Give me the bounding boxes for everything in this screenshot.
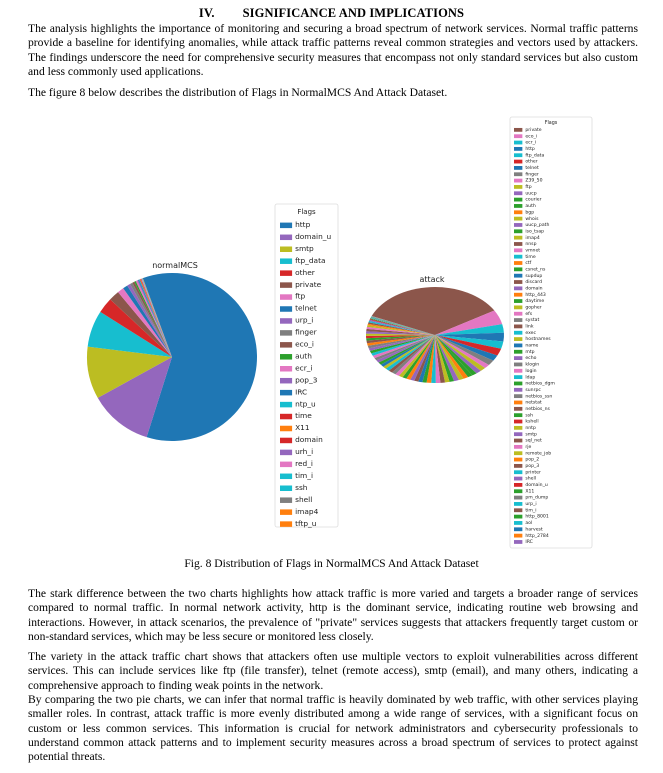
legend-swatch [514, 483, 522, 487]
legend-item-http: http [525, 147, 535, 153]
legend-swatch [514, 179, 522, 183]
section-heading [0, 6, 663, 21]
legend-swatch [514, 204, 522, 208]
legend-swatch [514, 160, 522, 164]
legend-swatch [280, 450, 292, 456]
legend-item-ntp-u: ntp_u [295, 399, 316, 409]
legend-swatch [514, 540, 522, 544]
legend-swatch [514, 356, 522, 360]
legend-swatch [514, 261, 522, 265]
legend-swatch [514, 274, 522, 278]
legend-swatch [280, 282, 292, 288]
legend-swatch [280, 354, 292, 360]
legend-swatch [280, 366, 292, 372]
paragraph-comparison: The stark difference between the two charts highlights how attack traffic is more varied and targets a broader range of services compared to normal traffic. In normal network activity, http is the dominant service, indicating routine web browsing and interactions. However, in attack scenarios, the prevalence of "private" services suggests that attackers frequently target custom or non-standard services, which may be less secure or monitored less closely. [28, 587, 638, 643]
legend-swatch [514, 191, 522, 195]
legend-swatch [514, 236, 522, 240]
legend-swatch [514, 280, 522, 284]
legend-item-ecr-i: ecr_i [525, 140, 537, 146]
legend-item-smtp: smtp [525, 432, 537, 438]
legend-item-sql-net: sql_net [525, 438, 542, 444]
legend-swatch [514, 210, 522, 214]
legend-item-supdup: supdup [525, 273, 543, 279]
legend-swatch [514, 217, 522, 221]
legend-item-tim-i: tim_i [295, 470, 314, 480]
legend-swatch [280, 270, 292, 276]
legend-item-ftp: ftp [525, 185, 532, 191]
legend-item-domain: domain [525, 286, 543, 292]
legend-item-ftp: ftp [295, 291, 306, 301]
legend-swatch [280, 342, 292, 348]
legend-item-imap4: imap4 [525, 235, 540, 241]
section-title: SIGNIFICANCE AND IMPLICATIONS [242, 6, 465, 20]
legend-swatch [514, 153, 522, 157]
legend-item-red-i: red_i [295, 459, 313, 468]
legend-swatch [514, 521, 522, 525]
legend-swatch [514, 229, 522, 233]
legend-swatch [514, 407, 522, 411]
legend-swatch [280, 330, 292, 336]
figure-caption: Fig. 8 Distribution of Flags in NormalMCS And Attack Dataset [184, 557, 479, 570]
legend-swatch [514, 527, 522, 531]
legend-swatch [514, 267, 522, 271]
legend-swatch [514, 458, 522, 462]
legend-item-kshell: kshell [525, 419, 539, 425]
legend-item-csnet-ns: csnet_ns [525, 267, 546, 273]
legend-item-auth: auth [295, 351, 312, 361]
legend-swatch [514, 185, 522, 189]
legend-item-ecr-i: ecr_i [295, 363, 313, 373]
legend-item-aol: aol [525, 521, 533, 527]
legend-swatch [280, 390, 292, 396]
legend-swatch [280, 438, 292, 444]
legend-item-nntp: nntp [525, 425, 536, 431]
legend-item-printer: printer [525, 470, 541, 476]
legend-swatch [514, 223, 522, 227]
legend-swatch [514, 312, 522, 316]
legend-swatch [514, 305, 522, 309]
pie-charts-figure [85, 112, 605, 552]
legend-item-sunrpc: sunrpc [525, 387, 541, 393]
legend-item-vmnet: vmnet [525, 248, 541, 254]
legend-swatch [514, 464, 522, 468]
legend-swatch [514, 508, 522, 512]
legend-swatch [514, 147, 522, 151]
legend-item-imap4: imap4 [295, 506, 319, 516]
legend-item-x11: X11 [525, 489, 535, 495]
legend-swatch [514, 439, 522, 443]
legend-item-pop-3: pop_3 [295, 375, 318, 385]
legend-swatch [514, 248, 522, 252]
legend-swatch [514, 515, 522, 519]
legend-swatch [514, 255, 522, 259]
legend-swatch [514, 470, 522, 474]
legend-swatch [514, 318, 522, 322]
legend-item-link: link [525, 324, 534, 330]
paragraph-figure-ref: The figure 8 below describes the distribution of Flags in NormalMCS And Attack Dataset. [28, 86, 448, 99]
legend-item-http-2784: http_2784 [525, 533, 549, 539]
legend-swatch [514, 477, 522, 481]
legend-swatch [280, 247, 292, 253]
legend-attack [510, 117, 592, 548]
legend-item-nnsp: nnsp [525, 242, 537, 248]
legend-swatch [280, 462, 292, 468]
legend-swatch [514, 198, 522, 202]
legend-item-tim-i: tim_i [525, 508, 537, 514]
legend-item-eco-i: eco_i [295, 339, 314, 349]
legend-swatch [514, 445, 522, 449]
legend-title: Flags [544, 121, 558, 126]
legend-item-remote-job: remote_job [525, 451, 552, 457]
legend-item-pop-3: pop_3 [525, 464, 540, 470]
legend-item-hostnames: hostnames [525, 337, 551, 343]
legend-swatch [514, 413, 522, 417]
legend-swatch [514, 286, 522, 290]
legend-item-netbios-ssn: netbios_ssn [525, 394, 553, 400]
legend-swatch [514, 344, 522, 348]
legend-item-tftp-u: tftp_u [295, 518, 317, 528]
legend-item-urh-i: urh_i [295, 447, 314, 457]
legend-swatch [514, 337, 522, 341]
legend-item-netbios-ns: netbios_ns [525, 406, 550, 412]
legend-item-shell: shell [295, 494, 313, 504]
legend-item-time: time [295, 411, 312, 421]
legend-item-urp-i: urp_i [295, 315, 314, 325]
legend-swatch [514, 128, 522, 132]
pie-chart-attack [366, 275, 504, 383]
legend-item-time: time [525, 254, 536, 260]
legend-item-finger: finger [295, 327, 317, 337]
legend-item-ftp-data: ftp_data [525, 153, 545, 159]
legend-item-discard: discard [525, 280, 543, 286]
legend-item-auth: auth [525, 204, 536, 210]
legend-item-gopher: gopher [525, 305, 542, 311]
legend-swatch [514, 363, 522, 367]
legend-item-name: name [525, 343, 539, 349]
legend-swatch [514, 382, 522, 386]
legend-swatch [280, 509, 292, 515]
legend-swatch [514, 242, 522, 246]
legend-item-netstat: netstat [525, 400, 542, 406]
legend-swatch [280, 402, 292, 408]
paragraph-conclusion: By comparing the two pie charts, we can infer that normal traffic is heavily dominated by web traffic, with other services playing smaller roles. In contrast, attack traffic is more evenly distributed among a wide range of services, with a significant focus on custom or less common services. This information is crucial for network administrators and cybersecurity professionals to understand common attack patterns and to implement security measures across a broad spectrum of services to protect against potential threats. [28, 693, 638, 764]
legend-swatch [280, 474, 292, 480]
legend-swatch [280, 521, 292, 527]
legend-swatch [514, 496, 522, 500]
legend-swatch [514, 369, 522, 373]
chart-title: attack [419, 275, 445, 284]
legend-item-harvest: harvest [525, 527, 543, 533]
legend-item-ftp-data: ftp_data [295, 255, 326, 265]
legend-item-uucp-path: uucp_path [525, 223, 550, 229]
pie-chart-normalmcs [87, 261, 257, 441]
legend-swatch [514, 375, 522, 379]
chart-title: normalMCS [152, 261, 198, 270]
legend-swatch [280, 223, 292, 229]
legend-item-pm-dump: pm_dump [525, 495, 549, 501]
legend-item-z39-50: Z39_50 [525, 178, 543, 184]
legend-item-other: other [295, 267, 315, 277]
figure-8 [85, 112, 605, 552]
legend-swatch [280, 306, 292, 312]
legend-swatch [280, 426, 292, 432]
legend-item-mtp: mtp [525, 349, 535, 355]
legend-item-klogin: klogin [525, 362, 540, 368]
legend-item-domain-u: domain_u [295, 231, 332, 241]
legend-item-private: private [295, 279, 322, 289]
legend-normalmcs [275, 204, 338, 528]
legend-item-irc: IRC [525, 540, 533, 546]
legend-item-x11: X11 [295, 423, 310, 433]
legend-item-netbios-dgm: netbios_dgm [525, 381, 555, 387]
legend-item-shell: shell [525, 476, 537, 482]
section-number: IV. [198, 6, 215, 20]
paragraph-intro: The analysis highlights the importance of monitoring and securing a broad spectrum of network services. Normal traffic patterns provide a baseline for identifying anomalies, while attack traffic patterns reveal common strategies and vectors used by attackers. The findings underscore the need for comprehensive security measures that encompass not only standard services but also custom and less commonly used applications. [28, 22, 638, 78]
legend-swatch [280, 378, 292, 384]
legend-swatch [514, 293, 522, 297]
legend-item-domain-u: domain_u [525, 483, 548, 489]
legend-item-irc: IRC [295, 387, 308, 397]
legend-item-exec: exec [525, 330, 537, 336]
legend-swatch [514, 394, 522, 398]
legend-item-login: login [525, 368, 537, 374]
legend-item-whois: whois [525, 216, 539, 222]
legend-swatch [514, 166, 522, 170]
legend-item-smtp: smtp [295, 243, 314, 253]
legend-title: Flags [297, 208, 316, 216]
legend-swatch [514, 141, 522, 145]
legend-item-daytime: daytime [525, 299, 545, 305]
legend-swatch [280, 258, 292, 264]
legend-swatch [514, 451, 522, 455]
legend-item-courier: courier [525, 197, 542, 203]
legend-swatch [514, 534, 522, 538]
legend-swatch [514, 401, 522, 405]
legend-swatch [280, 497, 292, 503]
legend-item-http: http [295, 220, 311, 229]
legend-item-echo: echo [525, 356, 537, 362]
legend-swatch [514, 388, 522, 392]
legend-swatch [280, 235, 292, 241]
legend-swatch [514, 426, 522, 430]
legend-item-uucp: uucp [525, 191, 537, 197]
legend-item-http-8001: http_8001 [525, 514, 549, 520]
legend-swatch [514, 502, 522, 506]
legend-swatch [514, 432, 522, 436]
legend-item-other: other [525, 159, 538, 165]
legend-swatch [514, 420, 522, 424]
legend-item-bgp: bgp [525, 210, 535, 216]
legend-item-ctf: ctf [525, 261, 532, 267]
legend-swatch [514, 134, 522, 138]
legend-item-iso-tsap: iso_tsap [525, 229, 545, 235]
legend-item-finger: finger [525, 172, 539, 178]
legend-swatch [514, 325, 522, 329]
legend-swatch [514, 489, 522, 493]
legend-swatch [280, 294, 292, 300]
paragraph-variety: The variety in the attack traffic chart shows that attackers often use multiple vectors to exploit vulnerabilities across different services. This can include services like ftp (file transfer), telnet (remote access), smtp (email), and many others, indicating a comprehensive approach to finding weak points in the network. [28, 650, 638, 692]
legend-item-ssh: ssh [295, 482, 308, 492]
legend-item-pop-2: pop_2 [525, 457, 540, 463]
legend-swatch [514, 172, 522, 176]
legend-item-telnet: telnet [525, 166, 539, 172]
legend-swatch [280, 414, 292, 420]
legend-item-private: private [525, 128, 542, 133]
legend-item-ssh: ssh [525, 413, 534, 419]
legend-swatch [514, 299, 522, 303]
legend-item-systat: systat [525, 318, 540, 324]
legend-item-domain: domain [295, 435, 323, 445]
legend-swatch [514, 350, 522, 354]
legend-item-http-443: http_443 [525, 292, 546, 298]
legend-item-telnet: telnet [295, 303, 317, 313]
legend-item-ldap: ldap [525, 375, 536, 381]
legend-item-urp-i: urp_i [525, 502, 537, 508]
legend-swatch [280, 486, 292, 492]
legend-item-rje: rje [525, 445, 532, 450]
legend-swatch [280, 318, 292, 324]
legend-item-efs: efs [525, 311, 533, 317]
legend-item-eco-i: eco_i [525, 134, 538, 140]
legend-swatch [514, 331, 522, 335]
